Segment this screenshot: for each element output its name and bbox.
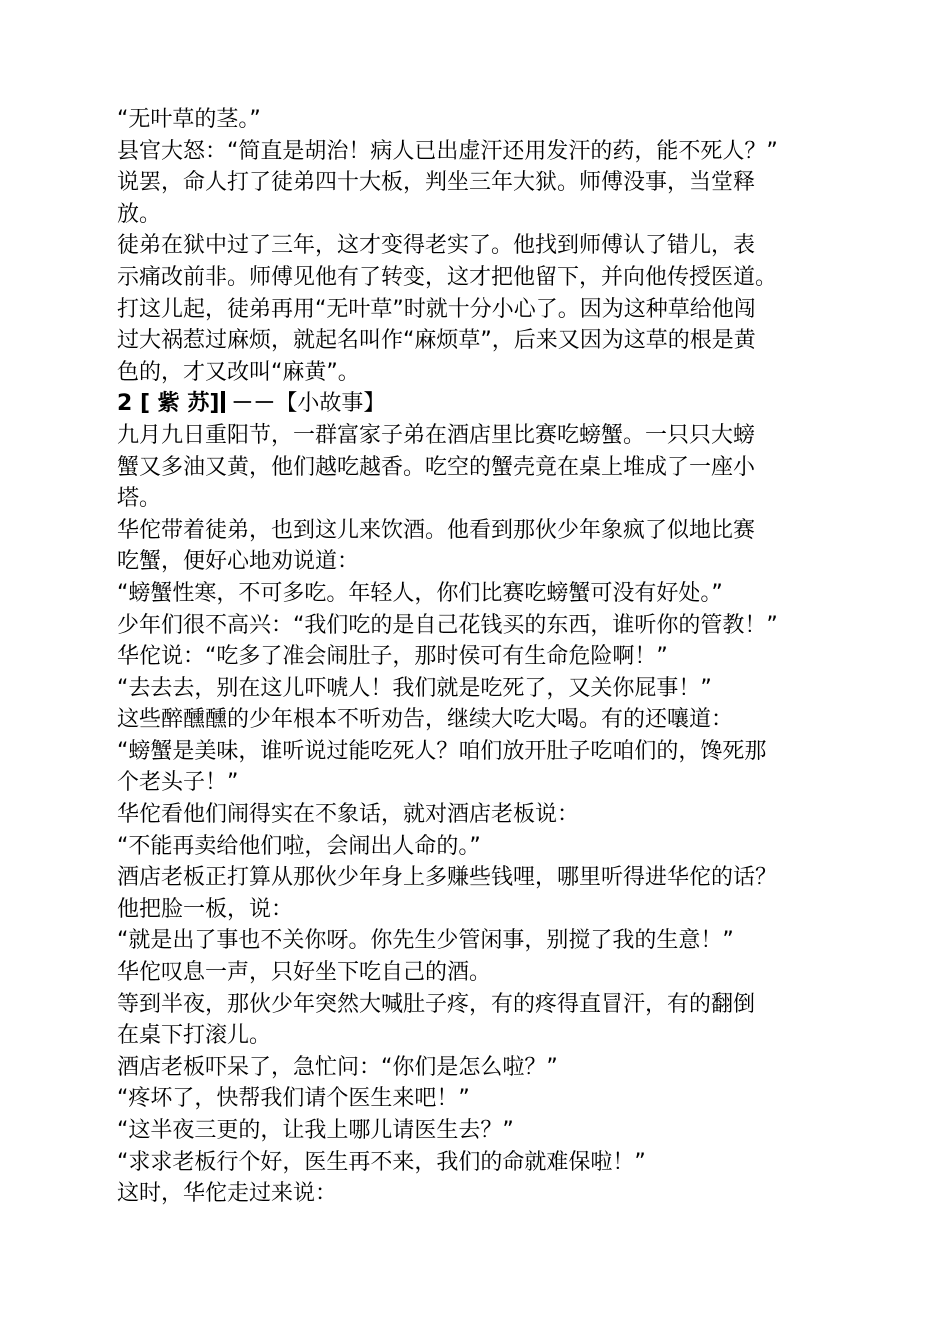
text-line: 在桌下打滚儿。: [117, 1023, 272, 1049]
text-line: 九月九日重阳节，一群富家子弟在酒店里比赛吃螃蟹。一只只大螃: [117, 422, 756, 448]
text-line: 示痛改前非。师傅见他有了转变，这才把他留下，并向他传授医道。: [117, 264, 778, 290]
text-line: “无叶草的茎。”: [117, 107, 261, 132]
text-line: 华佗叹息一声，只好坐下吃自己的酒。: [117, 960, 492, 986]
text-line: “求求老板行个好，医生再不来，我们的命就难保啦！”: [117, 1149, 646, 1175]
heading-dashes: －－: [231, 391, 276, 417]
text-line: 塔。: [117, 486, 162, 512]
text-line: “这半夜三更的，让我上哪儿请医生去？”: [117, 1118, 514, 1143]
document-body: [117, 104, 877, 1210]
text-line: 县官大怒：“简直是胡治！病人已出虚汗还用发汗的药，能不死人？”: [117, 138, 778, 164]
text-line: 色的，才又改叫“麻黄”。: [117, 359, 360, 385]
text-line: 打这儿起，徒弟再用“无叶草”时就十分小心了。因为这种草给他闯: [117, 296, 756, 322]
text-line: 个老头子！”: [117, 770, 239, 796]
text-line: 过大祸惹过麻烦，就起名叫作“麻烦草”，后来又因为这草的根是黄: [117, 328, 756, 354]
text-line: 酒店老板正打算从那伙少年身上多赚些钱哩，哪里听得进华佗的话？: [117, 865, 778, 891]
text-line: 他把脸一板，说：: [117, 896, 294, 922]
text-line: 放。: [117, 201, 162, 227]
text-line: “螃蟹性寒，不可多吃。年轻人，你们比赛吃螃蟹可没有好处。”: [117, 580, 723, 606]
text-line: 华佗说：“吃多了准会闹肚子，那时侯可有生命危险啊！”: [117, 644, 668, 670]
text-line: “螃蟹是美味，谁听说过能吃死人？咱们放开肚子吃咱们的，馋死那: [117, 738, 767, 764]
text-line: 酒店老板吓呆了，急忙问：“你们是怎么啦？”: [117, 1054, 558, 1080]
text-line: 少年们很不高兴：“我们吃的是自己花钱买的东西，谁听你的管教！”: [117, 612, 778, 638]
heading-subtitle: 【小故事】: [275, 391, 386, 417]
text-line: 这时，华佗走过来说：: [117, 1181, 338, 1207]
text-line: “不能再卖给他们啦，会闹出人命的。”: [117, 833, 481, 859]
section-heading: [117, 388, 877, 420]
text-line: 说罢，命人打了徒弟四十大板，判坐三年大狱。师傅没事，当堂释: [117, 170, 756, 196]
heading-bar: [221, 391, 225, 413]
text-line: 华佗看他们闹得实在不象话，就对酒店老板说：: [117, 802, 580, 828]
text-line: 等到半夜，那伙少年突然大喊肚子疼，有的疼得直冒汗，有的翻倒: [117, 991, 756, 1017]
text-line: 吃蟹，便好心地劝说道：: [117, 549, 360, 575]
text-line: 蟹又多油又黄，他们越吃越香。吃空的蟹壳竟在桌上堆成了一座小: [117, 454, 756, 480]
text-line: 华佗带着徒弟，也到这儿来饮酒。他看到那伙少年象疯了似地比赛: [117, 517, 756, 543]
text-line: 这些醉醺醺的少年根本不听劝告，继续大吃大喝。有的还嚷道：: [117, 707, 734, 733]
text-line: 徒弟在狱中过了三年，这才变得老实了。他找到师傅认了错儿，表: [117, 233, 756, 259]
text-line: “就是出了事也不关你呀。你先生少管闲事，别搅了我的生意！”: [117, 928, 734, 954]
heading-number-title: 2 [ 紫 苏]: [117, 391, 220, 417]
text-line: “去去去，别在这儿吓唬人！我们就是吃死了，又关你屁事！”: [117, 675, 712, 701]
text-line: “疼坏了，快帮我们请个医生来吧！”: [117, 1086, 470, 1112]
